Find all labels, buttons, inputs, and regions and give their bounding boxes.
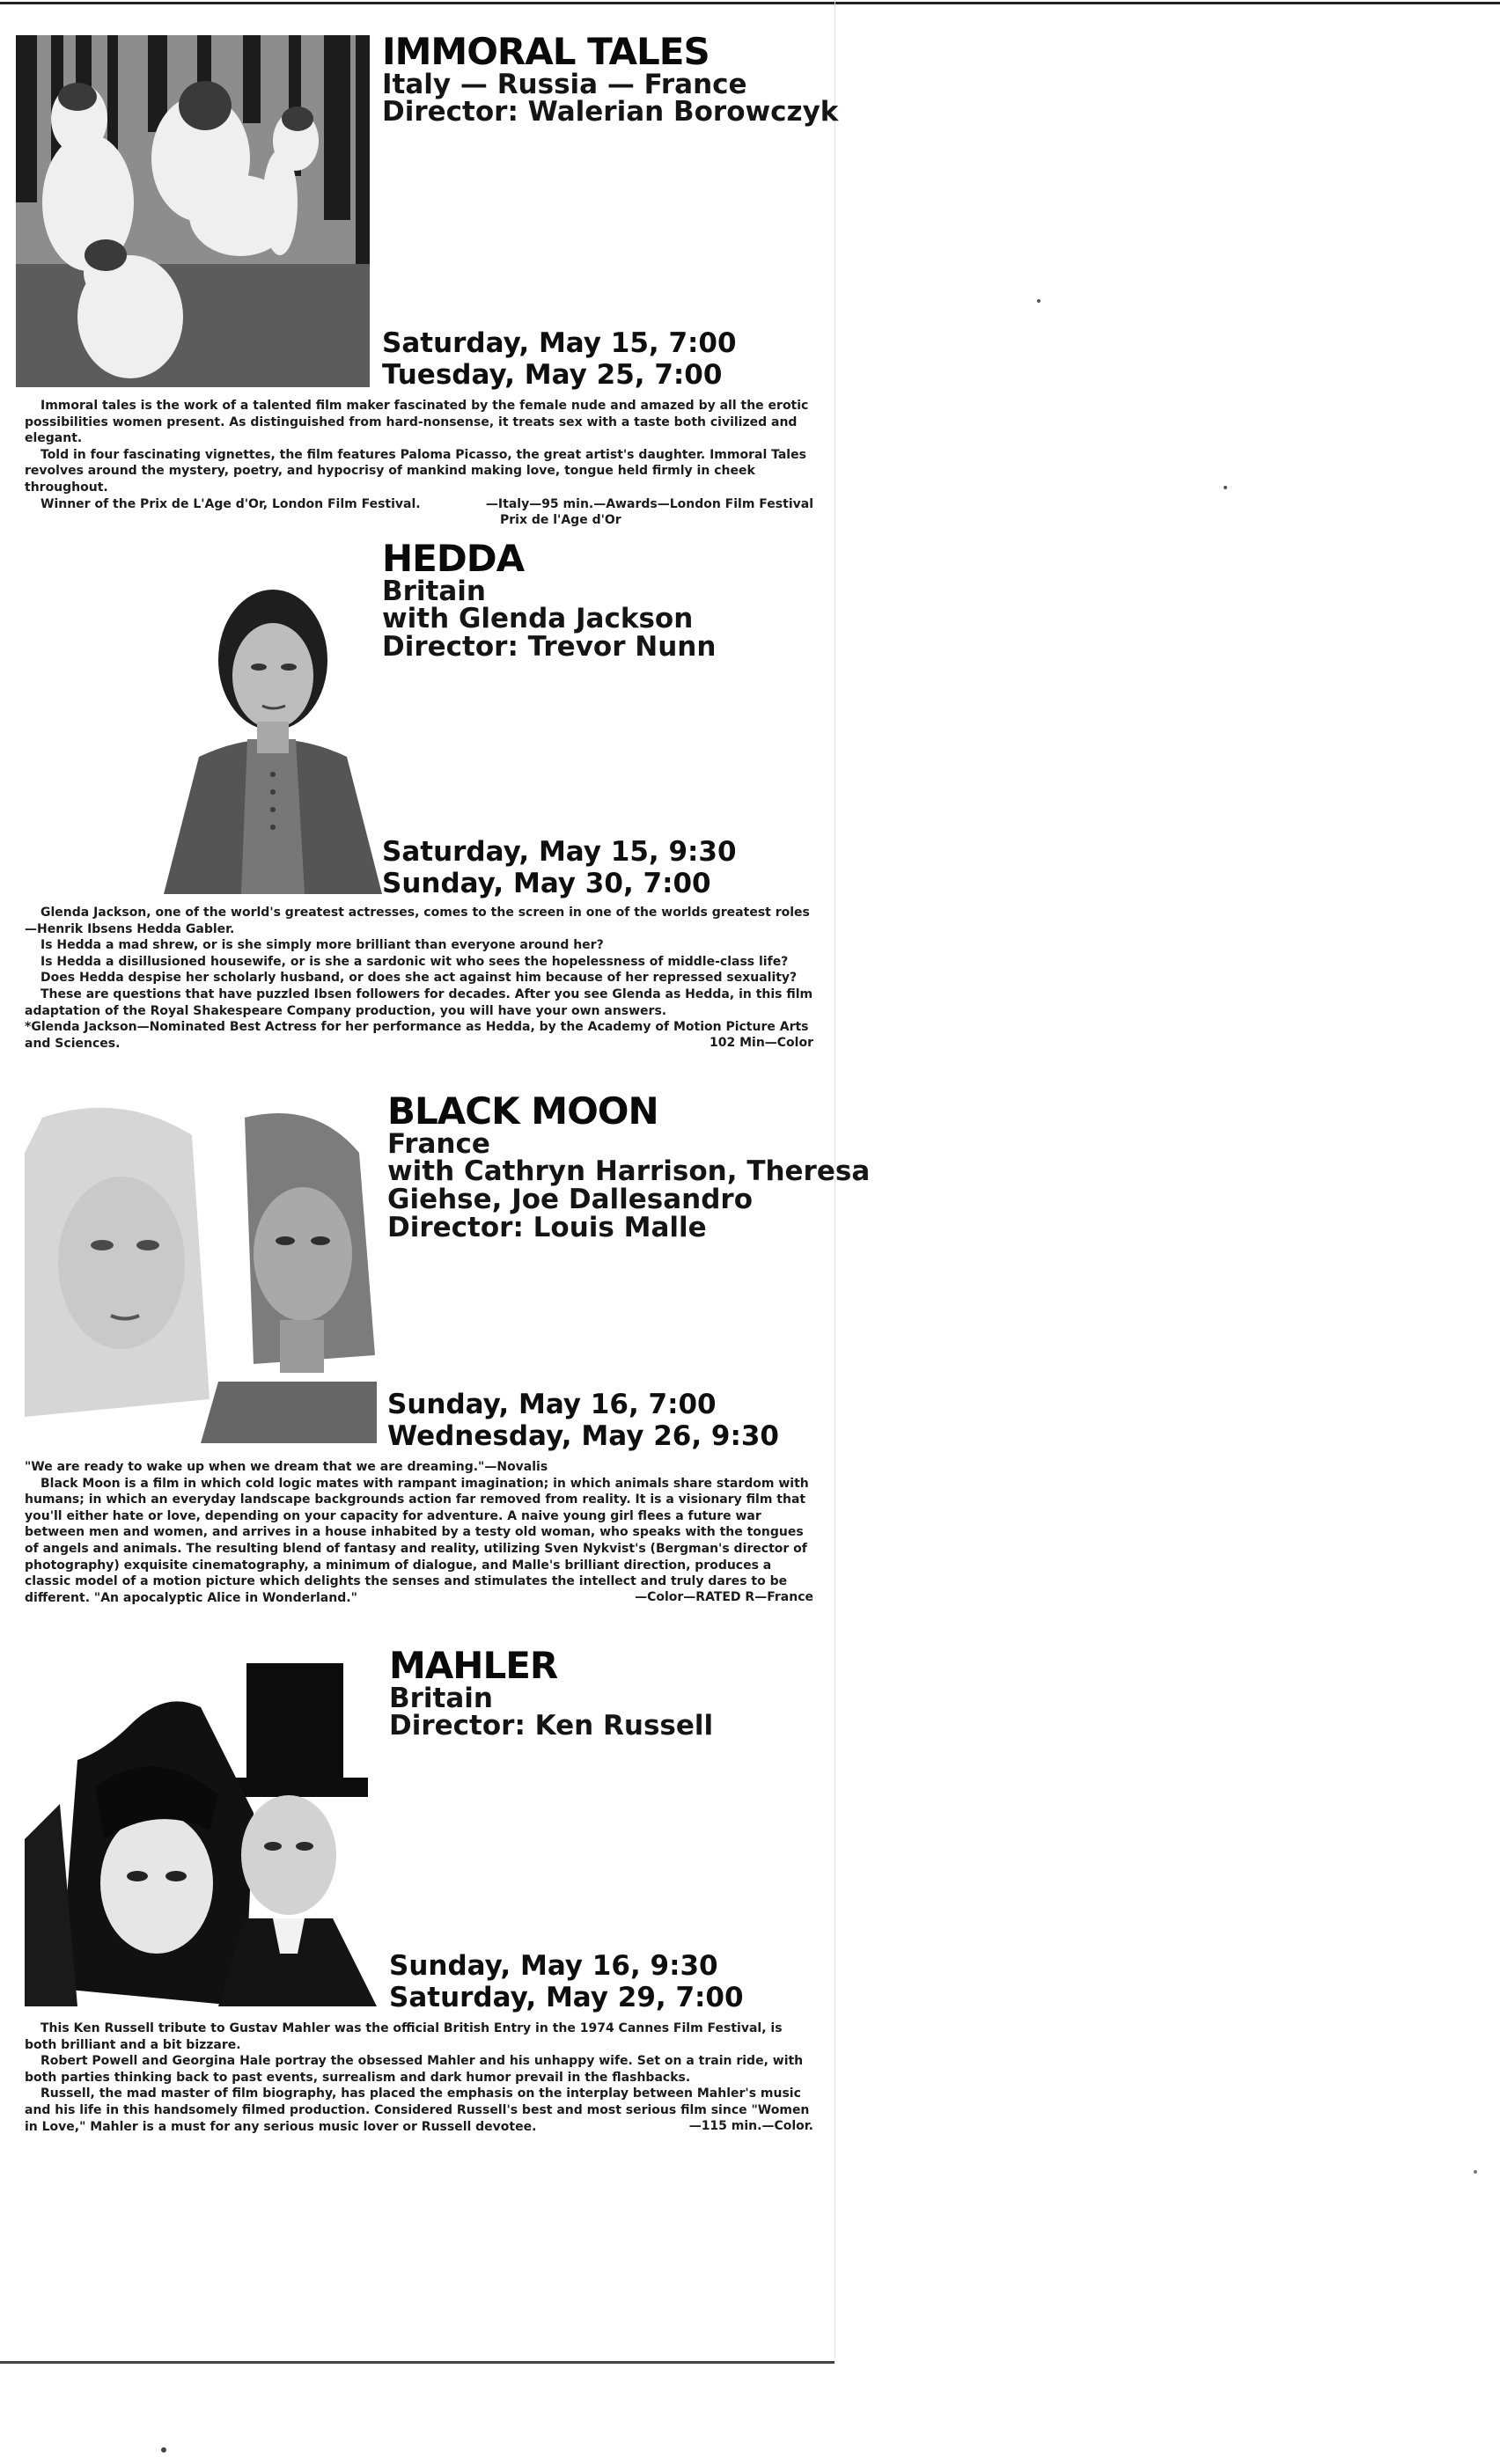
description-paragraph: Is Hedda a mad shrew, or is she simply more brilliant than everyone around her?	[40, 938, 604, 953]
description-paragraph: Is Hedda a disillusioned housewife, or is she a sardonic wit who sees the hopelessness of middle-class life?	[40, 954, 789, 969]
description-paragraph: These are questions that have puzzled Ibsen followers for decades. After you see Glenda as Hedda, in this film adaptation of the Royal Shakespeare Company production, you will have your own answers.	[25, 987, 813, 1018]
film-cast: with Glenda Jackson	[382, 603, 694, 635]
description-paragraph: Russell, the mad master of film biography, has placed the emphasis on the interplay between Mahler's music and his life in this handsomely filmed production. Considered Russell's best and most serious film since "Women in Love," Mahler is a must for any serious music lover or Russell devotee.	[25, 2086, 810, 2134]
film-origin: Italy — Russia — France	[382, 68, 747, 100]
film-credits: —Italy—95 min.—Awards—London Film Festival	[485, 496, 813, 511]
award-note: Winner of the Prix de L'Age d'Or, London Film Festival.	[40, 496, 421, 511]
description-paragraph: Immoral tales is the work of a talented film maker fascinated by the female nude and amazed by all the erotic possibilities women present. As distinguished from hard-nonsense, it treats sex with a taste both civilized and elegant.	[25, 399, 809, 446]
description-paragraph: Told in four fascinating vignettes, the film features Paloma Picasso, the great artist's daughter. Immoral Tales revolves around the mystery, poetry, and hypocrisy of mankind making love, tongue held firmly in cheek throughout.	[25, 447, 806, 495]
description-paragraph: Glenda Jackson, one of the world's greatest actresses, comes to the screen in one of the worlds greatest roles—Henrik Ibsens Hedda Gabler.	[25, 906, 810, 936]
award-note: *Glenda Jackson—Nominated Best Actress for her performance as Hedda, by the Academy of Motion Picture Arts and Sciences.	[25, 1020, 809, 1051]
film-origin: Britain	[382, 575, 486, 607]
film-cast: Giehse, Joe Dallesandro	[387, 1184, 754, 1216]
film-credits: 102 Min—Color	[709, 1036, 813, 1051]
description-paragraph: Black Moon is a film in which cold logic mates with rampant imagination; in which animals share stardom with humans; in which an everyday landscape backgrounds action far removed from reality. It is a visionary film that you'll either hate or love, depending on your capacity for adventure. A naive young girl flees a future war between men and women, and arrives in a house inhabited by a testy old woman, who speaks with the tongues of angels and animals. The resulting blend of fantasy and reality, utilizing Sven Nykvist's (Bergman's director of photography) exquisite cinematography, a minimum of dialogue, and Malle's brilliant direction, produces a classic model of a motion picture which delights the senses and stimulates the intellect and truly dares to be different. "An apocalyptic Alice in Wonderland."	[25, 1476, 809, 1605]
film-director: Director: Ken Russell	[389, 1710, 714, 1742]
screening-date: Saturday, May 15, 9:30	[382, 836, 737, 868]
epigraph-quote: "We are ready to wake up when we dream that we are dreaming."—Novalis	[25, 1460, 548, 1474]
film-credits: —115 min.—Color.	[688, 2119, 813, 2134]
description-paragraph: This Ken Russell tribute to Gustav Mahler was the official British Entry in the 1974 Cannes Film Festival, is both brilliant and a bit bizzare.	[25, 2021, 783, 2052]
film-title: MAHLER	[389, 1644, 558, 1687]
film-director: Director: Louis Malle	[387, 1211, 707, 1243]
film-credits: —Color—RATED R—France	[635, 1590, 813, 1605]
film-origin: Britain	[389, 1682, 493, 1714]
screening-date: Sunday, May 16, 9:30	[389, 1950, 718, 1982]
screening-date: Saturday, May 29, 7:00	[389, 1982, 744, 2014]
film-director: Director: Trevor Nunn	[382, 631, 717, 664]
screening-date: Sunday, May 16, 7:00	[387, 1389, 717, 1420]
film-title: IMMORAL TALES	[382, 30, 710, 73]
screening-date: Tuesday, May 25, 7:00	[382, 359, 723, 392]
screening-date: Wednesday, May 26, 9:30	[387, 1420, 780, 1453]
description-paragraph: Robert Powell and Georgina Hale portray the obsessed Mahler and his unhappy wife. Set on a train ride, with both parties thinking back to past events, surrealism and dark humor prevail in the flashbacks.	[25, 2054, 804, 2085]
screening-date: Saturday, May 15, 7:00	[382, 327, 737, 359]
screening-date: Sunday, May 30, 7:00	[382, 868, 711, 900]
film-title: BLACK MOON	[387, 1089, 658, 1133]
description-paragraph: Does Hedda despise her scholarly husband, or does she act against him because of her repressed sexuality?	[40, 971, 798, 986]
film-director: Director: Walerian Borowczyk	[382, 96, 839, 128]
film-cast: with Cathryn Harrison, Theresa	[387, 1155, 871, 1188]
film-title: HEDDA	[382, 537, 525, 580]
film-origin: France	[387, 1127, 490, 1160]
award-name: Prix de l'Age d'Or	[500, 513, 621, 528]
